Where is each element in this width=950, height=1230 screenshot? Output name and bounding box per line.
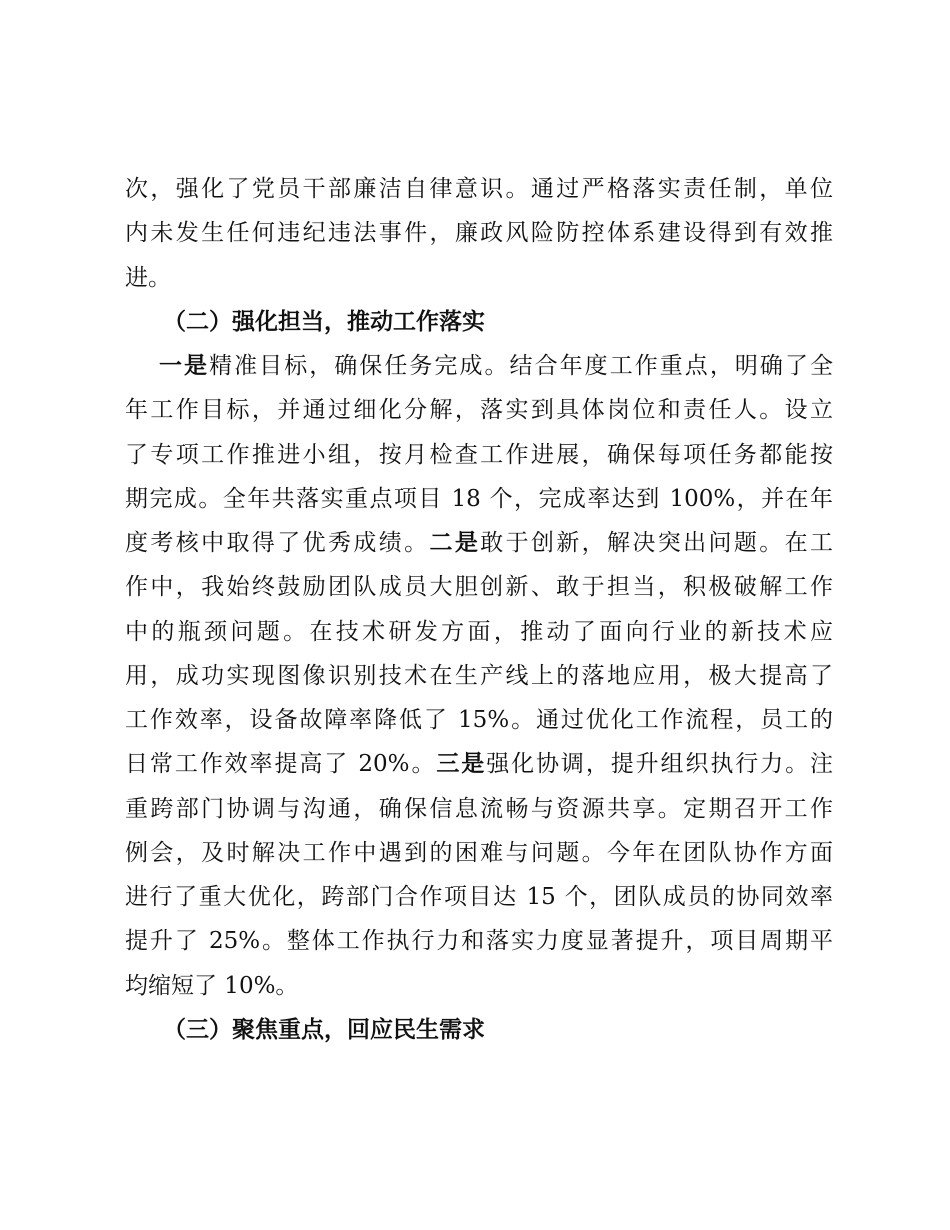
text-run: 期完成。全年共落实重点项目 18 个，完成率达到 100%，并在年: [125, 485, 833, 512]
text-line: [125, 256, 833, 300]
text-run: 例会，及时解决工作中遇到的困难与问题。今年在团队协作方面: [125, 839, 833, 866]
text-run: 内未发生任何违纪违法事件，廉政风险防控体系建设得到有效推: [125, 220, 833, 247]
text-run: 工作效率，设备故障率降低了 15%。通过优化工作流程，员工的: [125, 707, 833, 733]
text-run: 次，强化了党员干部廉洁自律意识。通过严格落实责任制，单位: [125, 176, 833, 202]
text-run: 进。: [125, 264, 171, 291]
text-run: （三）聚焦重点，回应民生需求: [163, 1015, 485, 1043]
text-line: [125, 742, 833, 786]
text-run: 日常工作效率提高了 20%。: [125, 751, 437, 778]
text-run: 均缩短了 10%。: [125, 972, 299, 999]
section-heading: [125, 300, 833, 344]
text-line: [125, 919, 833, 963]
bold-lead-text: 一是: [159, 352, 210, 379]
text-line: [125, 211, 833, 255]
text-run: 敢于创新，解决突出问题。在工: [480, 530, 833, 556]
text-line: [125, 565, 833, 609]
text-line: [125, 167, 833, 211]
text-run: 中的瓶颈问题。在技术研发方面，推动了面向行业的新技术应: [125, 618, 833, 645]
text-run: 了专项工作推进小组，按月检查工作进展，确保每项任务都能按: [125, 441, 833, 468]
bold-lead-text: 二是: [429, 529, 481, 556]
text-line: [125, 875, 833, 919]
text-line: [125, 477, 833, 521]
section-heading: [125, 1008, 833, 1052]
text-run: 提升了 25%。整体工作执行力和落实力度显著提升，项目周期平: [125, 928, 833, 955]
bold-lead-text: 三是: [436, 750, 487, 778]
text-line: [125, 698, 833, 742]
text-line: [125, 831, 833, 875]
text-line: [125, 433, 833, 477]
document-page: [125, 167, 833, 1052]
text-run: 度考核中取得了优秀成绩。: [125, 530, 430, 556]
text-run: 精准目标，确保任务完成。结合年度工作重点，明确了全: [209, 353, 833, 379]
text-line: [125, 521, 833, 565]
text-line: [125, 787, 833, 831]
text-line: [125, 344, 833, 388]
text-line: [125, 610, 833, 654]
text-line: [125, 388, 833, 432]
text-run: 作中，我始终鼓励团队成员大胆创新、敢于担当，积极破解工作: [125, 574, 833, 601]
text-run: 年工作目标，并通过细化分解，落实到具体岗位和责任人。设立: [125, 397, 833, 424]
text-run: 用，成功实现图像识别技术在生产线上的落地应用，极大提高了: [125, 662, 833, 689]
text-line: [125, 654, 833, 698]
text-run: （二）强化担当，推动工作落实: [163, 307, 485, 335]
text-run: 重跨部门协调与沟通，确保信息流畅与资源共享。定期召开工作: [125, 795, 833, 822]
text-run: 进行了重大优化，跨部门合作项目达 15 个，团队成员的协同效率: [125, 884, 833, 910]
text-line: [125, 964, 833, 1008]
text-run: 强化协调，提升组织执行力。注: [486, 751, 833, 778]
